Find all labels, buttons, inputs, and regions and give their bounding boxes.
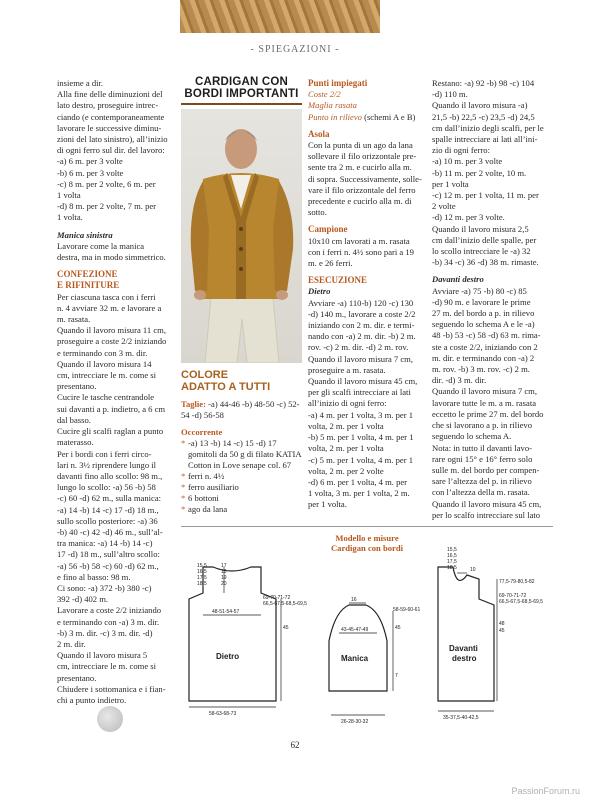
text-line: davanti fino allo scollo: 98 m., [57,470,163,481]
text-line: Quando il lavoro misura 7 cm, [432,386,538,397]
manica-sinistra-text [57,241,174,263]
column-4 [432,78,552,521]
dietro-shoulder-width: 17 [221,563,227,569]
text-line: 10x10 cm lavorati a m. rasata [308,235,410,246]
colore-heading: COLORE ADATTO A TUTTI [181,369,271,393]
davanti-side-height: 48 [499,621,505,627]
davanti-length: 77,5-79-80,5-82 [499,579,535,585]
dietro-shoulder-height: 18,5 [197,581,207,587]
text-line: Con la punta di un ago da lana [308,140,413,151]
manica-bottom-width: 26-28-30-32 [341,719,369,725]
text-line: seguendo lo schema A. [432,431,512,442]
text-line: -d) 140 m., lavorare a coste 2/2 [308,308,416,319]
text-line: Alla fine delle diminuzioni del [57,89,163,100]
text-line: all’inizio di ogni ferro: [308,398,387,409]
text-line: lungo lo scollo: -a) 56 -b) 58 [57,482,156,493]
text-line: Lavorare come la manica [57,240,145,251]
text-line: zioni del lato sinistro), all’inizio [57,134,168,145]
text-line: -a) 6 m. per 3 volte [57,156,123,167]
text-line: con l’altezza della m. rasata. [432,487,530,498]
text-line: -c) 5 m. per 1 volta, 4 m. per 1 [308,454,414,465]
dietro-shoulder-width: 19 [221,575,227,581]
text-line: 2 volte [432,201,456,212]
text-line: rare ogni 15° e 16° ferro solo [432,453,533,464]
occorrente-item: * -a) 13 -b) 14 -c) 15 -d) 17 gomitoli da 50 g di filato KATIA Cotton in Love senape col. 67 [181,438,302,471]
text-line: con i ferri n. 4½ sono pari a 19 [308,246,414,257]
text-line: per lo scalfo intrecciare sul lato [432,509,541,520]
text-line: Quando il lavoro misura 2,5 [432,223,529,234]
dietro-shoulder-width: 20 [221,581,227,587]
text-line: nando con -a) 2 m. dir. -b) 2 m. [308,331,416,342]
text-line: sotto. [308,207,327,218]
dietro-side-height: 45 [283,625,289,631]
text-line: 48 -b) 53 -c) 58 -d) 63 m. rima- [432,330,541,341]
text-line: eccetto le prime 27 m. del bordo [432,408,544,419]
text-line: per 1 volta [432,178,469,189]
text-line: dal basso. [57,414,91,425]
column-3 [308,78,426,511]
text-line: Cucire le tasche centrandole [57,392,155,403]
text-line: -a) 4 m. per 1 volta, 3 m. per 1 [308,409,414,420]
manica-cap-height: 58-59-60-61 [393,607,421,613]
restano-text [432,78,552,268]
dietro-shoulder-width: 18 [221,569,227,575]
text-line: Cucire gli scalfi raglan a punto [57,426,164,437]
text-line: m. e 26 ferri. [308,258,353,269]
text-line: vare il filo orizzontale del ferro [308,184,416,195]
confezione-text [57,292,174,707]
asola-heading: Asola [308,128,330,139]
column-1-intro [57,78,174,224]
page-number: 62 [290,740,300,750]
text-line: -a) 14 -b) 14 -c) 17 -d) 18 m., [57,504,159,515]
text-line: 1 volta [57,190,81,201]
punti-item: Punto in rilievo (schemi A e B) [308,111,416,122]
campione-heading: Campione [308,224,348,235]
punti-heading: Punti impiegati [308,78,368,88]
text-line: -c) 8 m. per 2 volte, 6 m. per [57,178,156,189]
text-line: 21,5 -b) 22,5 -c) 23,5 -d) 24,5 [432,111,535,122]
text-line: -b) 5 m. per 1 volta, 4 m. per 1 [308,432,414,443]
text-line: -d) 12 m. per 3 volte. [432,212,505,223]
section-heading: - SPIEGAZIONI - [250,44,340,55]
text-line: 392 -d) 402 m. [57,594,109,605]
text-line: presentano. [57,672,97,683]
text-line: e fino al basso: 98 m. [57,571,131,582]
text-line: presentano. [57,381,97,392]
text-line: proseguire a m. rasata. [308,364,386,375]
manica-shape [329,605,387,691]
text-line: spalle intrecciare ai lati all’ini- [432,134,538,145]
text-line: -c) 60 -d) 62 m., sulla manica: [57,493,162,504]
column-1 [57,78,174,706]
dietro-shoulder-height: 16,5 [197,569,207,575]
text-line: Per i bordi con i ferri circo- [57,448,152,459]
text-line: 1 volta. [57,212,83,223]
esecuzione-heading: ESECUZIONE [308,275,368,286]
text-line: insieme a dir. [57,78,104,88]
davanti-neck-width: 10 [470,567,476,573]
davanti-bottom-width: 35-37,5-40-42,5 [443,715,479,721]
text-line: Quando il lavoro misura 45 cm, [432,498,542,509]
text-line: lari n. 3½ riprendere lungo il [57,459,157,470]
text-line: Restano: -a) 92 -b) 98 -c) 104 [432,78,535,88]
manica-body-height: 45 [395,625,401,631]
text-line: 17 -d) 18 m., sull’altro scollo: [57,549,160,560]
text-line: precedente e cucirlo alla m. di [308,196,412,207]
davanti-label: destro [452,654,477,663]
manica-cuff-height: 7 [395,673,398,679]
model-illustration [181,109,302,363]
diagram-title: Modello e misure [335,533,399,543]
davanti-shoulder-height: 16,5 [447,553,457,559]
text-line: sollevare il filo orizzontale pre- [308,151,417,162]
text-line: Quando il lavoro misura 11 cm, [57,325,166,336]
occorrente: Occorrente * -a) 13 -b) 14 -c) 15 -d) 17 gomitoli da 50 g di filato KATIA Cotton in Love senape col. 67 * ferri n. 4½ * ferro ausiliario * 6 bottoni * ago da lana [181,427,302,515]
manica-label: Manica [341,654,369,663]
text-line: sente tra 2 m. e cucirlo alla m. [308,162,412,173]
text-line: di sopra. Successivamente, solle- [308,173,422,184]
text-line: seguendo lo schema A e le -a) [432,319,535,330]
text-line: Quando il lavoro misura 7 cm, [308,353,414,364]
text-line: Quando il lavoro misura 14 [57,358,152,369]
knit-texture-banner [180,0,380,33]
model-photo [181,109,302,363]
dietro-bottom-width: 58-63-68-73 [209,711,237,717]
text-line: sui davanti a p. indietro, a 6 cm [57,403,166,414]
davanti-shoulder-height: 18,5 [447,565,457,571]
diagram-subtitle: Cardigan con bordi [330,543,404,553]
text-line: che si lavorano a p. in rilievo [432,420,532,431]
text-line: -c) 12 m. per 1 volta, 11 m. per [432,190,539,201]
text-line: cm dall’inizio delle spalle, per [432,234,537,245]
davanti-shape [438,567,494,701]
occorrente-item: * 6 bottoni [181,493,302,504]
garment-panel [181,76,302,516]
text-line: Chiudere i sottomanica e i fian- [57,683,166,694]
text-line: -a) 10 m. per 3 volte [432,156,503,167]
text-line: zio di ogni ferro: [432,145,490,156]
text-line: materasso. [57,437,94,448]
text-line: per gli scalfi intrecciare ai lati [308,387,411,398]
occorrente-item: * ferri n. 4½ [181,471,302,482]
confezione-heading: CONFEZIONE E RIFINITURE [57,269,120,291]
text-line: sulle m. del bordo per compen- [432,464,540,475]
punti-item: Coste 2/2 [308,89,341,100]
dietro-text [308,298,426,511]
davanti-shoulder-height: 17,5 [447,559,457,565]
text-line: -d) 6 m. per 1 volta, 4 m. per [308,476,408,487]
text-line: -d) 110 m. [432,89,468,100]
text-line: iniziando con 2 m. dir. e termi- [308,320,415,331]
text-line: e terminando con 3 m. dir. [57,347,148,358]
taglie: Taglie: -a) 44-46 -b) 48-50 -c) 52-54 -d) 56-58 [181,399,300,420]
text-line: cm dall’inizio degli scalfi, per le [432,122,544,133]
text-line: Nota: in tutto il davanti lavo- [432,442,533,453]
text-line: -b) 6 m. per 3 volte [57,167,124,178]
punti-item: Maglia rasata [308,100,357,111]
garment-title: CARDIGAN CON BORDI IMPORTANTI [184,76,299,100]
text-line: -d) 90 m. e lavorare le prime [432,296,531,307]
text-line: proseguire a coste 2/2 iniziando [57,336,167,347]
text-line: 1 volta, 3 m. per 1 volta, 2 m. [308,488,410,499]
text-line: Lavorare a coste 2/2 iniziando [57,605,162,616]
text-line: Ci sono: -a) 372 -b) 380 -c) [57,582,152,593]
schematic-diagram [181,526,553,728]
watermark: PassionForum.ru [511,786,580,796]
occorrente-item: * ago da lana [181,504,302,515]
occorrente-item: * ferro ausiliario [181,482,302,493]
campione-text [308,236,426,270]
text-line: lavorare le successive diminu- [57,122,162,133]
text-line: Per ciascuna tasca con i ferri [57,291,156,302]
davanti-destro-heading: Davanti destro [432,274,484,285]
text-line: m. dir. e terminando con -a) 2 [432,352,535,363]
yarn-ornament-icon [97,706,123,732]
text-line: dir. -d) 3 m. dir. [432,375,487,386]
title-divider [181,103,302,105]
text-line: n. 4 avviare 32 m. e lavorare a [57,302,162,313]
text-line: Quando il lavoro misura 5 [57,650,148,661]
text-line: cm, intrecciare le m. come si [57,370,157,381]
dietro-shoulder-height: 15,5 [197,563,207,569]
text-line: rov. -c) 2 m. dir. -d) 2 m. rov. [308,342,409,353]
dietro-shoulder-height: 17,5 [197,575,207,581]
text-line: -a) 56 -b) 58 -c) 60 -d) 62 m., [57,560,159,571]
text-line: e terminando con -a) 3 m. dir. [57,616,160,627]
davanti-destro-text [432,286,552,521]
text-line: volta, 2 m. per 1 volta [308,420,384,431]
davanti-side-height: 45 [499,628,505,634]
text-line: Avviare -a) 110-b) 120 -c) 130 [308,297,414,308]
davanti-length: 66,5-67,5-68,5-69,5 [499,599,543,605]
text-line: destra, ma in modo simmetrico. [57,252,166,263]
text-line: chi a punto indietro. [57,694,127,705]
text-line: lato destro, proseguire intrec- [57,100,159,111]
text-line: -b) 11 m. per 2 volte, 10 m. [432,167,527,178]
text-line: ciando (e contemporaneamente [57,111,165,122]
text-line: Quando il lavoro misura -a) [432,100,528,111]
text-line: Avviare -a) 75 -b) 80 -c) 85 [432,285,527,296]
text-line: lavorare tutte le m. a m. rasata [432,397,537,408]
dietro-armhole-depth: 66,5-67,5-68,5-69,5 [263,601,307,607]
text-line: -b) 40 -c) 42 -d) 46 m., sull’al- [57,526,163,537]
text-line: di ogni ferro sul dir. del lavoro: [57,145,165,156]
text-line: m. rov. -b) 3 m. rov. -c) 2 m. [432,364,530,375]
text-line: 2 m. dir. [57,638,86,649]
text-line: -d) 8 m. per 2 volte, 7 m. per [57,201,157,212]
davanti-label: Davanti [449,644,478,653]
text-line: volta, 2 m. per 1 volta [308,443,384,454]
manica-top-width: 16 [351,597,357,603]
text-line: tra manica: -a) 14 -b) 14 -c) [57,538,153,549]
text-line: Quando il lavoro misura 45 cm, [308,376,418,387]
text-line: m. rasata. [57,314,91,325]
dietro-heading: Dietro [308,286,331,297]
manica-sinistra-heading: Manica sinistra [57,229,113,240]
text-line: cm, intrecciare le m. come si [57,661,157,672]
asola-text [308,140,426,218]
text-line: sare l’altezza del p. in rilievo [432,476,532,487]
text-line: 27 m. del bordo a p. in rilievo [432,308,535,319]
davanti-length: 69-70-71-72 [499,593,527,599]
dietro-shape [189,567,276,701]
text-line: -b) 3 m. dir. -c) 3 m. dir. -d) [57,627,153,638]
text-line: lo scollo intrecciare le -a) 32 [432,246,531,257]
text-line: sullo scollo posteriore: -a) 36 [57,515,158,526]
text-line: -b) 34 -c) 36 -d) 38 m. rimaste. [432,257,539,268]
text-line: volta, 2 m. per 2 volte [308,465,384,476]
dietro-armhole-width: 69-70-71-72 [263,595,291,601]
diagram-drawing [181,527,553,729]
text-line: per 1 volta. [308,499,347,510]
text-line: ste a coste 2/2, iniziando con 2 [432,341,538,352]
davanti-shoulder-height: 15,5 [447,547,457,553]
dietro-neck-width: 48-51-54-57 [212,609,240,615]
dietro-label: Dietro [216,652,240,661]
manica-upper-width: 43-45-47-49 [341,627,369,633]
